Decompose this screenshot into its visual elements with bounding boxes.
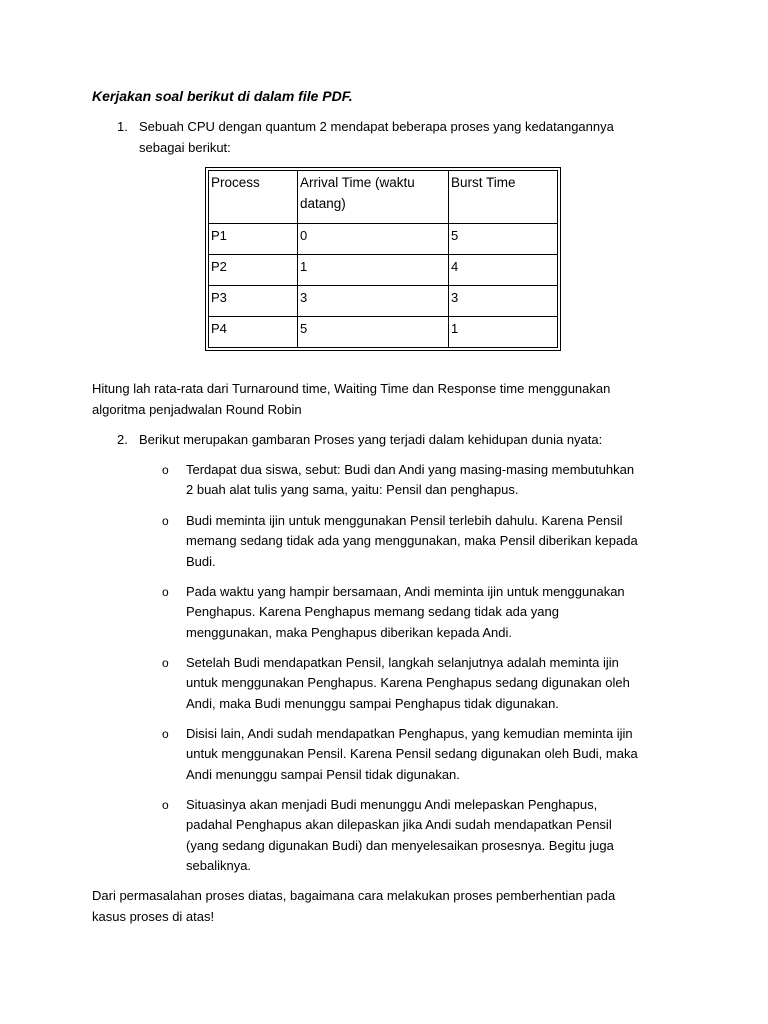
cell-process: P4 [209,317,298,348]
cell-arrival: 5 [298,317,449,348]
bullet-line: (yang sedang digunakan Budi) dan menyelesaikan prosesnya. Begitu juga [186,838,614,853]
question-1-line-1: Sebuah CPU dengan quantum 2 mendapat beberapa proses yang kedatangannya [139,119,614,134]
bullet-line: Penghapus. Karena Penghapus memang sedang tidak ada yang [186,604,559,619]
cell-burst: 3 [449,286,558,317]
cell-burst: 5 [449,224,558,255]
cell-process: P3 [209,286,298,317]
bullet-line: Budi. [186,554,216,569]
cell-burst: 1 [449,317,558,348]
table-row [209,317,558,348]
bullet-marker: o [162,514,169,528]
bullet-line: Pada waktu yang hampir bersamaan, Andi meminta ijin untuk menggunakan [186,584,625,599]
question-2-number: 2. [117,432,128,447]
closing-line-1: Dari permasalahan proses diatas, bagaimana cara melakukan proses pemberhentian pada [92,888,616,903]
closing-line-2: kasus proses di atas! [92,909,215,924]
bullet-line: Disisi lain, Andi sudah mendapatkan Penghapus, yang kemudian meminta ijin [186,726,633,741]
bullet-marker: o [162,463,169,477]
header-arrival-time: Arrival Time (waktu datang) [298,171,449,224]
table-row [209,286,558,317]
instruction-line-1: Hitung lah rata-rata dari Turnaround time, Waiting Time dan Response time menggunakan [92,381,611,396]
cell-burst: 4 [449,255,558,286]
process-table [205,167,561,351]
cell-arrival: 3 [298,286,449,317]
table-row [209,255,558,286]
bullet-line: Situasinya akan menjadi Budi menunggu Andi melepaskan Penghapus, [186,797,598,812]
bullet-line: 2 buah alat tulis yang sama, yaitu: Pensil dan penghapus. [186,482,519,497]
cell-arrival: 0 [298,224,449,255]
bullet-marker: o [162,798,169,812]
cell-arrival: 1 [298,255,449,286]
bullet-line: menggunakan, maka Penghapus diberikan kepada Andi. [186,625,512,640]
cell-process: P2 [209,255,298,286]
table-header-row [209,171,558,224]
question-1-line-2: sebagai berikut: [139,140,231,155]
bullet-marker: o [162,727,169,741]
cell-process: P1 [209,224,298,255]
bullet-marker: o [162,585,169,599]
header-burst-time: Burst Time [449,171,558,224]
bullet-line: untuk menggunakan Pensil. Karena Pensil sedang digunakan oleh Budi, maka [186,746,638,761]
bullet-line: Terdapat dua siswa, sebut: Budi dan Andi yang masing-masing membutuhkan [186,462,635,477]
header-process: Process [209,171,298,224]
bullet-line: Setelah Budi mendapatkan Pensil, langkah selanjutnya adalah meminta ijin [186,655,619,670]
instruction-line-2: algoritma penjadwalan Round Robin [92,402,302,417]
bullet-line: Budi meminta ijin untuk menggunakan Pensil terlebih dahulu. Karena Pensil [186,513,623,528]
question-2-intro: Berikut merupakan gambaran Proses yang terjadi dalam kehidupan dunia nyata: [139,432,603,447]
bullet-line: memang sedang tidak ada yang menggunakan, maka Pensil diberikan kepada [186,533,638,548]
bullet-line: sebaliknya. [186,858,252,873]
bullet-line: untuk menggunakan Penghapus. Karena Penghapus sedang digunakan oleh [186,675,630,690]
table-row [209,224,558,255]
bullet-line: Andi, maka Budi menunggu sampai Penghapus tidak digunakan. [186,696,559,711]
question-1-number: 1. [117,119,128,134]
bullet-marker: o [162,656,169,670]
bullet-line: Andi menunggu sampai Pensil tidak digunakan. [186,767,460,782]
page-heading: Kerjakan soal berikut di dalam file PDF. [92,88,353,104]
bullet-line: padahal Penghapus akan dilepaskan jika Andi sudah mendapatkan Pensil [186,817,612,832]
